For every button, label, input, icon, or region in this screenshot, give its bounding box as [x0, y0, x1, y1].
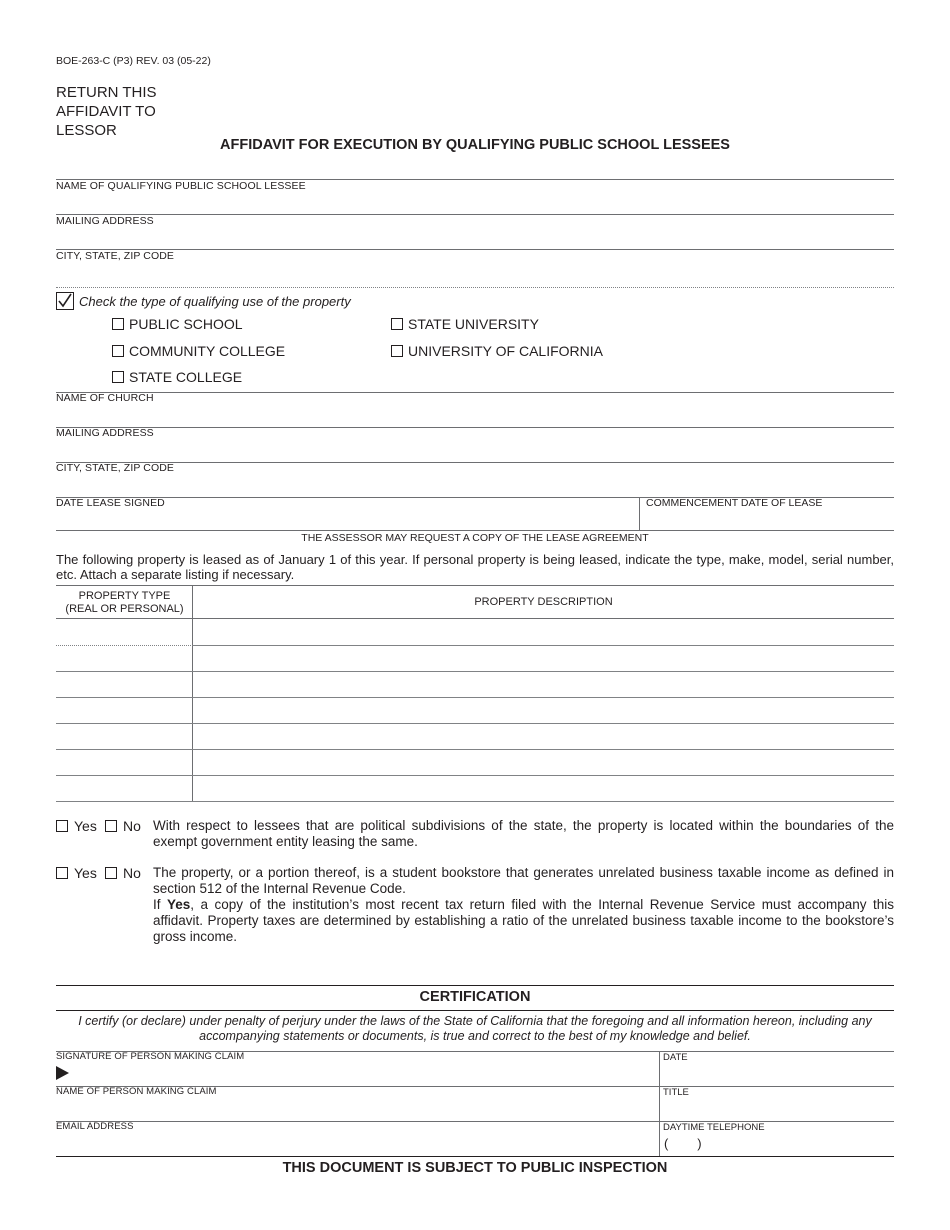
community-college-checkbox[interactable]: [112, 345, 124, 357]
lessee-name-label: NAME OF QUALIFYING PUBLIC SCHOOL LESSEE: [56, 180, 306, 192]
lessee-mailing-field[interactable]: [56, 229, 894, 249]
state-university-label: STATE UNIVERSITY: [408, 316, 539, 332]
signature-arrow-icon: [56, 1066, 69, 1080]
divider: [56, 1121, 894, 1122]
question-2-note: [153, 897, 894, 945]
q1-yes-checkbox[interactable]: [56, 820, 68, 832]
uc-checkbox[interactable]: [391, 345, 403, 357]
uc-label: UNIVERSITY OF CALIFORNIA: [408, 343, 603, 359]
date-label: DATE: [663, 1052, 688, 1063]
claimant-name-field[interactable]: [56, 1099, 656, 1120]
church-mailing-field[interactable]: [56, 441, 894, 461]
lessee-city-field[interactable]: [56, 264, 894, 286]
q1-yes-label: Yes: [74, 818, 97, 834]
divider: [56, 392, 894, 393]
assessor-note: THE ASSESSOR MAY REQUEST A COPY OF THE LEASE AGREEMENT: [301, 532, 649, 544]
church-mailing-label: MAILING ADDRESS: [56, 427, 154, 439]
table-row[interactable]: [56, 619, 894, 646]
table-row[interactable]: [56, 750, 894, 776]
date-signed-label: DATE LEASE SIGNED: [56, 497, 165, 509]
vertical-divider: [659, 1051, 660, 1156]
commencement-field[interactable]: [646, 511, 892, 529]
public-school-checkbox[interactable]: [112, 318, 124, 330]
question-1-text: With respect to lessees that are political subdivisions of the state, the property is located within the boundaries of the exempt government entity leasing the same.: [153, 818, 894, 849]
note-prefix: If: [153, 897, 161, 912]
divider: [56, 287, 894, 288]
divider: [56, 214, 894, 215]
church-city-field[interactable]: [56, 476, 894, 496]
claimant-name-label: NAME OF PERSON MAKING CLAIM: [56, 1086, 217, 1097]
signature-field[interactable]: [72, 1064, 656, 1085]
return-notice: [56, 83, 157, 140]
lessee-mailing-label: MAILING ADDRESS: [56, 215, 154, 227]
property-intro: The following property is leased as of January 1 of this year. If personal property is being leased, indicate the type, make, model, serial number, etc. Attach a separate listing if necessary.: [56, 552, 894, 582]
footer-notice: THIS DOCUMENT IS SUBJECT TO PUBLIC INSPECTION: [282, 1160, 668, 1176]
table-row[interactable]: [56, 698, 894, 724]
use-instruction: Check the type of qualifying use of the property: [79, 294, 351, 309]
note-rest: , a copy of the institution’s most recent tax return filed with the Internal Revenue Service must accompany this affidavit. Property taxes are determined by establishing a ratio of the unrelated business taxable income to the bookstore’s gross income.: [153, 897, 894, 944]
divider: [56, 1156, 894, 1157]
question-2-text: The property, or a portion thereof, is a student bookstore that generates unrelated business taxable income as defined in section 512 of the Internal Revenue Code.: [153, 865, 894, 896]
state-college-label: STATE COLLEGE: [129, 369, 243, 385]
certification-statement: I certify (or declare) under penalty of perjury under the laws of the State of California that the foregoing and all information hereon, including any accompanying statements or documents, is true and correct to the best of my knowledge and belief.: [78, 1014, 872, 1043]
certification-heading: CERTIFICATION: [419, 989, 531, 1005]
table-top-border: [56, 585, 894, 586]
table-row[interactable]: [56, 724, 894, 750]
q2-no-checkbox[interactable]: [105, 867, 117, 879]
return-notice-line: RETURN THIS: [56, 84, 157, 101]
q2-yes-label: Yes: [74, 865, 97, 881]
checkmark-icon: [56, 292, 74, 310]
date-signed-field[interactable]: [56, 511, 636, 529]
divider: [56, 530, 894, 531]
divider: [56, 427, 894, 428]
note-yes-bold: Yes: [166, 897, 191, 912]
q2-no-label: No: [123, 865, 141, 881]
return-notice-line: AFFIDAVIT TO: [56, 103, 156, 120]
col-desc-header: PROPERTY DESCRIPTION: [474, 596, 613, 608]
date-field[interactable]: [663, 1064, 893, 1085]
divider: [56, 985, 894, 986]
church-city-label: CITY, STATE, ZIP CODE: [56, 462, 175, 474]
form-title: AFFIDAVIT FOR EXECUTION BY QUALIFYING PUBLIC SCHOOL LESSEES: [220, 137, 730, 153]
lessee-name-field[interactable]: [56, 194, 894, 214]
q1-no-checkbox[interactable]: [105, 820, 117, 832]
church-name-field[interactable]: [56, 406, 894, 426]
col-type-header-line: (REAL OR PERSONAL): [65, 603, 184, 615]
community-college-label: COMMUNITY COLLEGE: [129, 343, 286, 359]
signature-label: SIGNATURE OF PERSON MAKING CLAIM: [56, 1051, 245, 1062]
church-name-label: NAME OF CHURCH: [56, 392, 154, 404]
email-label: EMAIL ADDRESS: [56, 1121, 134, 1132]
commencement-label: COMMENCEMENT DATE OF LEASE: [646, 497, 823, 509]
return-notice-line: LESSOR: [56, 122, 117, 139]
col-type-header: [56, 590, 193, 616]
vertical-divider: [639, 497, 640, 530]
q1-no-label: No: [123, 818, 141, 834]
table-row[interactable]: [56, 646, 894, 672]
phone-field[interactable]: [720, 1134, 892, 1155]
col-type-header-line: PROPERTY TYPE: [78, 590, 171, 602]
divider: [56, 462, 894, 463]
title-field[interactable]: [663, 1099, 893, 1120]
public-school-label: PUBLIC SCHOOL: [129, 316, 243, 332]
property-table-body: [56, 619, 894, 802]
divider: [56, 249, 894, 250]
lessee-city-label: CITY, STATE, ZIP CODE: [56, 250, 175, 262]
email-field[interactable]: [56, 1134, 656, 1155]
table-row[interactable]: [56, 672, 894, 698]
table-row[interactable]: [56, 776, 894, 802]
q2-yes-checkbox[interactable]: [56, 867, 68, 879]
divider: [56, 1010, 894, 1011]
state-university-checkbox[interactable]: [391, 318, 403, 330]
title-label: TITLE: [663, 1087, 689, 1098]
phone-format: ( ): [664, 1136, 702, 1151]
phone-label: DAYTIME TELEPHONE: [663, 1122, 765, 1133]
state-college-checkbox[interactable]: [112, 371, 124, 383]
form-id: BOE-263-C (P3) REV. 03 (05-22): [56, 55, 211, 67]
